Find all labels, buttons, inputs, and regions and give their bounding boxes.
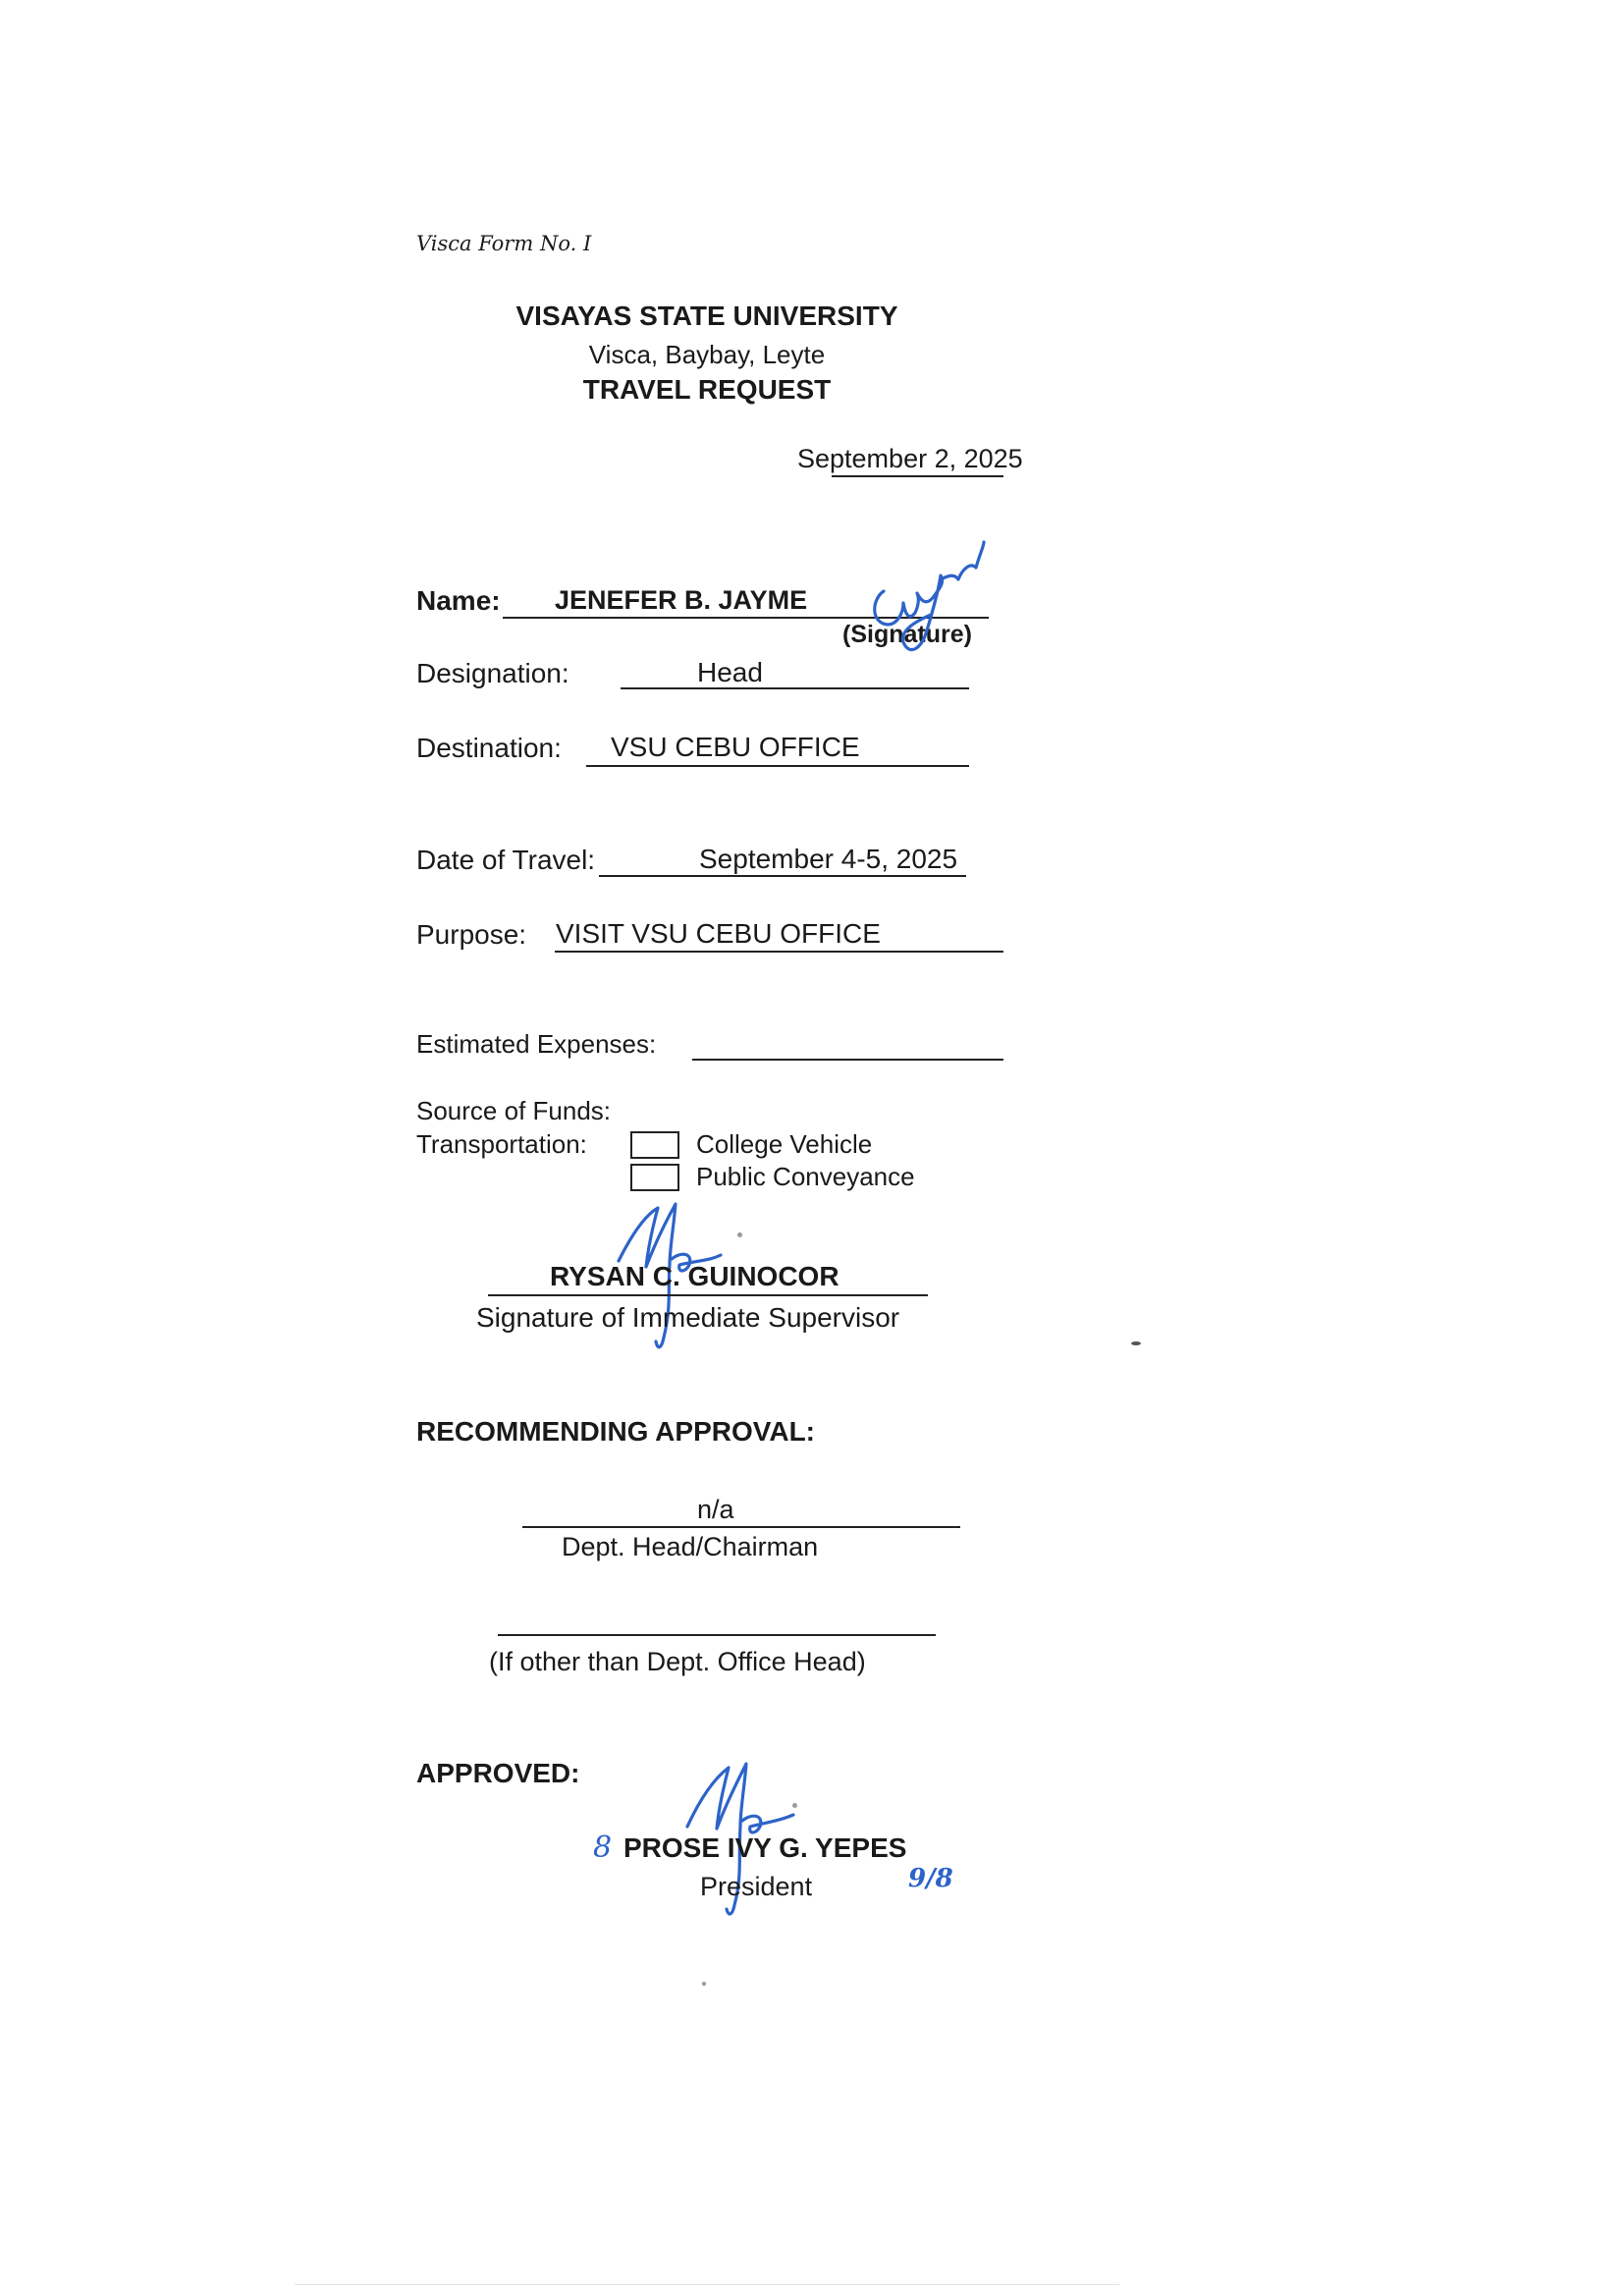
destination-value: VSU CEBU OFFICE bbox=[611, 732, 860, 762]
recommending-approval-heading: RECOMMENDING APPROVAL: bbox=[416, 1416, 815, 1447]
scan-speck bbox=[1131, 1341, 1141, 1345]
purpose-label: Purpose: bbox=[416, 919, 527, 950]
other-head-caption: (If other than Dept. Office Head) bbox=[489, 1647, 866, 1676]
name-value: JENEFER B. JAYME bbox=[555, 585, 808, 615]
purpose-value: VISIT VSU CEBU OFFICE bbox=[556, 918, 881, 949]
approved-heading: APPROVED: bbox=[416, 1758, 580, 1788]
designation-value: Head bbox=[697, 657, 763, 687]
purpose-underline bbox=[555, 951, 1003, 953]
public-conveyance-checkbox[interactable] bbox=[630, 1164, 679, 1191]
source-of-funds-label: Source of Funds: bbox=[416, 1096, 611, 1125]
dept-head-caption: Dept. Head/Chairman bbox=[562, 1532, 819, 1561]
president-name: PROSE IVY G. YEPES bbox=[623, 1832, 907, 1863]
estimated-expenses-underline bbox=[692, 1059, 1003, 1061]
dept-head-value: n/a bbox=[697, 1495, 734, 1524]
destination-label: Destination: bbox=[416, 733, 562, 763]
university-name: VISAYAS STATE UNIVERSITY bbox=[515, 301, 898, 331]
handwritten-date: 9/8 bbox=[908, 1864, 953, 1893]
college-vehicle-label: College Vehicle bbox=[696, 1129, 873, 1159]
supervisor-name: RYSAN C. GUINOCOR bbox=[550, 1261, 839, 1291]
date-of-travel-value: September 4-5, 2025 bbox=[699, 844, 958, 874]
name-label: Name: bbox=[416, 585, 501, 616]
form-title: TRAVEL REQUEST bbox=[582, 374, 832, 405]
destination-underline bbox=[586, 765, 969, 767]
dept-head-underline bbox=[522, 1526, 960, 1528]
public-conveyance-label: Public Conveyance bbox=[696, 1162, 915, 1191]
supervisor-caption: Signature of Immediate Supervisor bbox=[476, 1302, 900, 1333]
date-underline bbox=[832, 475, 1003, 477]
handwritten-mark: 8 bbox=[593, 1831, 613, 1865]
president-title: President bbox=[700, 1872, 813, 1901]
scan-edge-line bbox=[295, 2284, 1119, 2285]
applicant-signature bbox=[864, 540, 1001, 668]
other-head-underline bbox=[498, 1634, 936, 1636]
ink-dot bbox=[737, 1232, 742, 1237]
date-of-travel-label: Date of Travel: bbox=[416, 845, 596, 875]
designation-label: Designation: bbox=[416, 658, 569, 688]
form-number: Visca Form No. I bbox=[416, 232, 592, 255]
college-vehicle-checkbox[interactable] bbox=[630, 1131, 679, 1159]
supervisor-underline bbox=[488, 1294, 928, 1296]
university-address: Visca, Baybay, Leyte bbox=[588, 340, 826, 369]
ink-dot-2 bbox=[792, 1803, 797, 1808]
designation-underline bbox=[621, 687, 969, 689]
date-of-travel-underline bbox=[599, 875, 966, 877]
scan-speck bbox=[702, 1982, 706, 1986]
transportation-label: Transportation: bbox=[416, 1129, 587, 1159]
request-date: September 2, 2025 bbox=[797, 444, 1023, 473]
estimated-expenses-label: Estimated Expenses: bbox=[416, 1029, 657, 1059]
signature-caption: (Signature) bbox=[842, 621, 972, 648]
